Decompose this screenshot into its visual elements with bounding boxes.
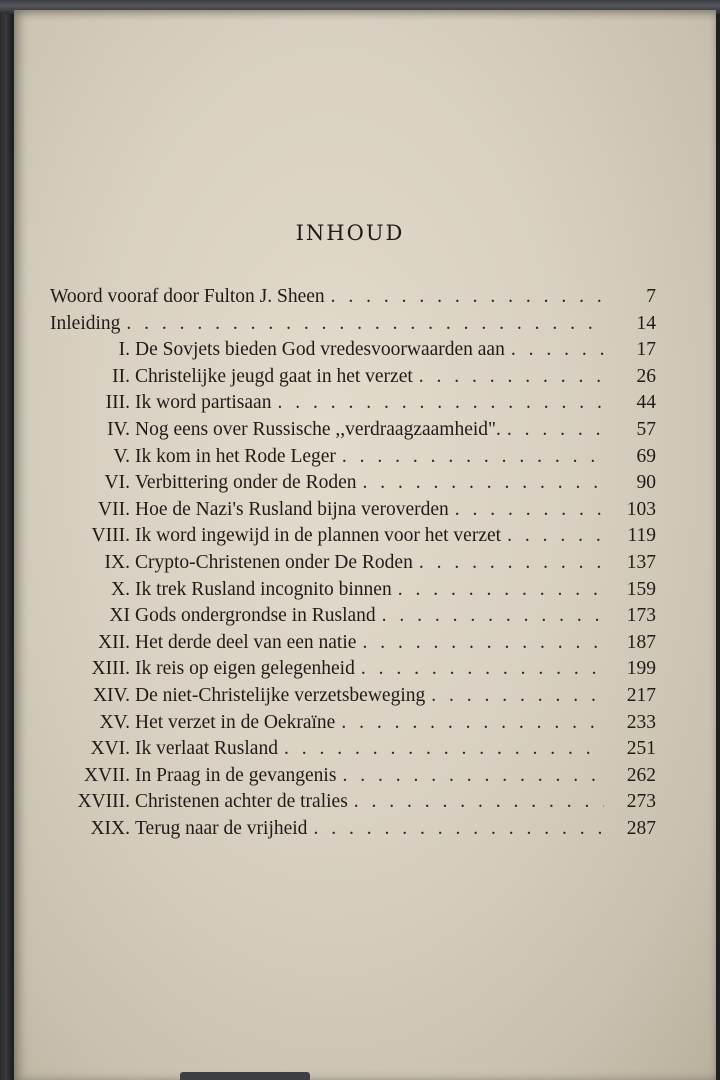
chapter-number: III. — [105, 392, 130, 414]
chapter-title: Ik verlaat Rusland — [135, 738, 278, 760]
toc-entry — [50, 313, 656, 340]
chapter-number: VIII. — [91, 525, 130, 547]
page-number: 103 — [626, 498, 656, 520]
chapter-title: Terug naar de vrijheid — [135, 817, 308, 839]
chapter-number: XVIII. — [77, 791, 130, 813]
toc-entry — [50, 765, 656, 792]
page-number: 187 — [626, 631, 656, 653]
bookmark-ribbon — [180, 1072, 310, 1080]
page-number: 199 — [626, 658, 656, 680]
chapter-title: Ik trek Rusland incognito binnen — [135, 578, 392, 600]
dot-leader — [354, 791, 604, 813]
chapter-number: IV. — [107, 418, 130, 440]
toc-entry — [50, 446, 656, 473]
dot-leader — [398, 579, 604, 601]
dot-leader — [507, 419, 604, 441]
dot-leader — [126, 313, 604, 335]
dot-leader — [331, 286, 604, 308]
book-page — [14, 10, 716, 1080]
chapter-title: Verbittering onder de Roden — [135, 472, 357, 494]
chapter-number: II. — [112, 365, 130, 387]
toc-entry — [50, 419, 656, 446]
chapter-title: De Sovjets bieden God vredesvoorwaarden aan — [135, 339, 505, 361]
dot-leader — [382, 605, 604, 627]
page-number: 57 — [636, 418, 656, 440]
dot-leader — [362, 632, 604, 654]
chapter-title: Gods ondergrondse in Rusland — [135, 605, 376, 627]
dot-leader — [507, 525, 604, 547]
chapter-title: Het derde deel van een natie — [135, 631, 357, 653]
toc-entry — [50, 632, 656, 659]
toc-entry — [50, 658, 656, 685]
chapter-number: XVII. — [83, 764, 130, 786]
chapter-title: In Praag in de gevangenis — [135, 764, 337, 786]
chapter-title: Ik word ingewijd in de plannen voor het verzet — [135, 525, 502, 547]
chapter-title: Inleiding — [50, 312, 121, 334]
chapter-number: XVI. — [90, 738, 130, 760]
chapter-title: Nog eens over Russische ,,verdraagzaamheid". — [135, 418, 501, 440]
chapter-number: IX. — [104, 551, 130, 573]
chapter-number: X. — [111, 578, 130, 600]
chapter-number: XIX. — [90, 817, 130, 839]
chapter-number: VII. — [98, 498, 130, 520]
page-number: 159 — [626, 578, 656, 600]
dot-leader — [511, 339, 604, 361]
dot-leader — [455, 499, 604, 521]
page-number: 287 — [626, 817, 656, 839]
toc-entry — [50, 738, 656, 765]
chapter-title: Het verzet in de Oekraïne — [135, 711, 336, 733]
page-number: 7 — [646, 286, 656, 307]
page-number: 119 — [627, 525, 656, 547]
chapter-title: Ik word partisaan — [135, 392, 272, 414]
chapter-title: Crypto-Christenen onder De Roden — [135, 551, 413, 573]
page-number: 14 — [636, 312, 656, 334]
page-number: 262 — [626, 764, 656, 786]
toc-entry — [50, 339, 656, 366]
page-number: 173 — [626, 605, 656, 627]
dot-leader — [277, 392, 604, 414]
dot-leader — [341, 712, 604, 734]
dot-leader — [284, 738, 604, 760]
chapter-title: Ik kom in het Rode Leger — [135, 445, 336, 467]
page-number: 217 — [626, 684, 656, 706]
toc-entry — [50, 818, 656, 845]
page-number: 137 — [626, 551, 656, 573]
chapter-title: Christelijke jeugd gaat in het verzet — [135, 365, 413, 387]
dot-leader — [313, 818, 604, 840]
page-number: 233 — [626, 711, 656, 733]
dot-leader — [419, 552, 604, 574]
toc-entry — [50, 552, 656, 579]
chapter-title: De niet-Christelijke verzetsbeweging — [135, 684, 426, 706]
chapter-number: XI — [109, 605, 130, 627]
chapter-title: Woord vooraf door Fulton J. Sheen — [50, 286, 325, 307]
page-title: INHOUD — [295, 221, 405, 245]
chapter-title: Christenen achter de tralies — [135, 791, 348, 813]
toc-entry — [50, 605, 656, 632]
chapter-number: XIII. — [91, 658, 130, 680]
chapter-number: XIV. — [92, 684, 130, 706]
chapter-number: V. — [113, 445, 130, 467]
dot-leader — [362, 472, 604, 494]
page-number: 26 — [636, 365, 656, 387]
toc-entry — [50, 712, 656, 739]
toc-entry — [50, 791, 656, 818]
chapter-title: Ik reis op eigen gelegenheid — [135, 658, 355, 680]
page-number: 44 — [636, 392, 656, 414]
toc-entry — [50, 499, 656, 526]
toc-entry — [50, 525, 656, 552]
chapter-title: Hoe de Nazi's Rusland bijna veroverden — [135, 498, 449, 520]
dot-leader — [361, 658, 604, 680]
chapter-number: VI. — [104, 472, 130, 494]
dot-leader — [342, 446, 604, 468]
toc-entry — [50, 286, 656, 313]
table-of-contents — [50, 286, 656, 844]
page-number: 69 — [636, 445, 656, 467]
toc-entry — [50, 472, 656, 499]
toc-entry — [50, 392, 656, 419]
page-number: 90 — [636, 472, 656, 494]
dot-leader — [342, 765, 604, 787]
toc-entry — [50, 685, 656, 712]
page-number: 273 — [626, 791, 656, 813]
chapter-number: XV. — [99, 711, 130, 733]
chapter-number: XII. — [98, 631, 130, 653]
toc-entry — [50, 366, 656, 393]
dot-leader — [431, 685, 604, 707]
dot-leader — [419, 366, 604, 388]
page-number: 17 — [636, 339, 656, 361]
page-number: 251 — [626, 738, 656, 760]
chapter-number: I. — [118, 339, 130, 361]
toc-entry — [50, 579, 656, 606]
